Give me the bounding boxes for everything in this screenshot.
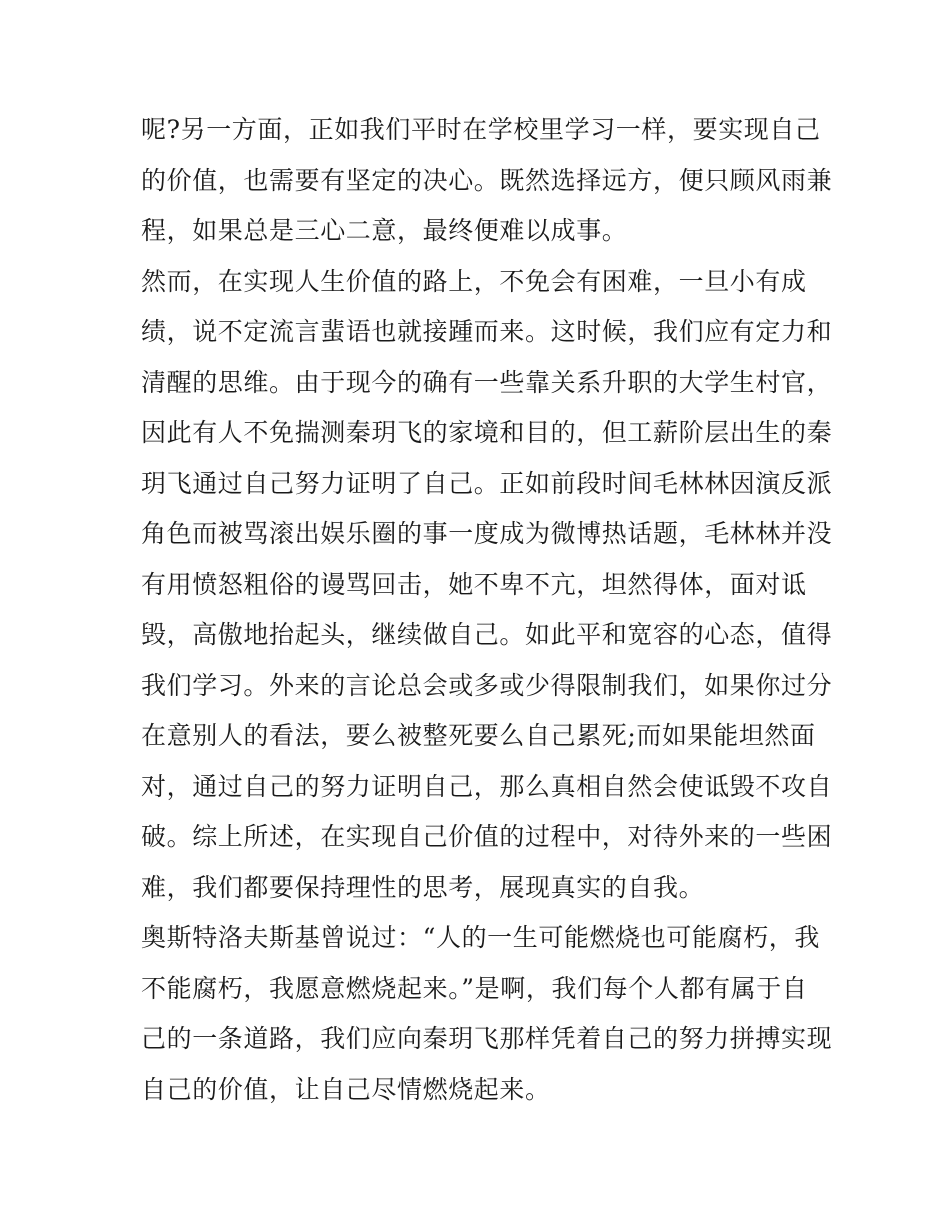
text-line: 破。综上所述，在实现自己价值的过程中，对待外来的一些困 <box>141 822 833 851</box>
text-line: 奥斯特洛夫斯基曾说过：“人的一生可能燃烧也可能腐朽，我 <box>141 923 820 952</box>
text-line: 呢?另一方面，正如我们平时在学校里学习一样，要实现自己 <box>141 115 821 144</box>
text-line: 因此有人不免揣测秦玥飞的家境和目的，但工薪阶层出生的秦 <box>141 418 833 447</box>
text-line: 绩，说不定流言蜚语也就接踵而来。这时候，我们应有定力和 <box>141 317 833 346</box>
text-line: 在意别人的看法，要么被整死要么自己累死;而如果能坦然面 <box>141 721 816 750</box>
text-line: 有用愤怒粗俗的谩骂回击，她不卑不亢，坦然得体，面对诋 <box>141 570 807 599</box>
text-line: 然而，在实现人生价值的路上，不免会有困难，一旦小有成 <box>141 267 807 296</box>
text-line: 我们学习。外来的言论总会或多或少得限制我们，如果你过分 <box>141 671 833 700</box>
text-line: 难，我们都要保持理性的思考，展现真实的自我。 <box>141 873 705 902</box>
text-line: 角色而被骂滚出娱乐圈的事一度成为微博热话题，毛林林并没 <box>141 519 833 548</box>
text-line: 自己的价值，让自己尽情燃烧起来。 <box>141 1075 551 1104</box>
text-line: 毁，高傲地抬起头，继续做自己。如此平和宽容的心态，值得 <box>141 620 833 649</box>
text-line: 己的一条道路，我们应向秦玥飞那样凭着自己的努力拼搏实现 <box>141 1024 833 1053</box>
text-line: 不能腐朽，我愿意燃烧起来。”是啊，我们每个人都有属于自 <box>141 974 808 1003</box>
text-line: 的价值，也需要有坚定的决心。既然选择远方，便只顾风雨兼 <box>141 166 833 195</box>
text-line: 玥飞通过自己努力证明了自己。正如前段时间毛林林因演反派 <box>141 469 833 498</box>
text-line: 对，通过自己的努力证明自己，那么真相自然会使诋毁不攻自 <box>141 772 833 801</box>
text-line: 程，如果总是三心二意，最终便难以成事。 <box>141 216 628 245</box>
text-line: 清醒的思维。由于现今的确有一些靠关系升职的大学生村官， <box>141 368 833 397</box>
